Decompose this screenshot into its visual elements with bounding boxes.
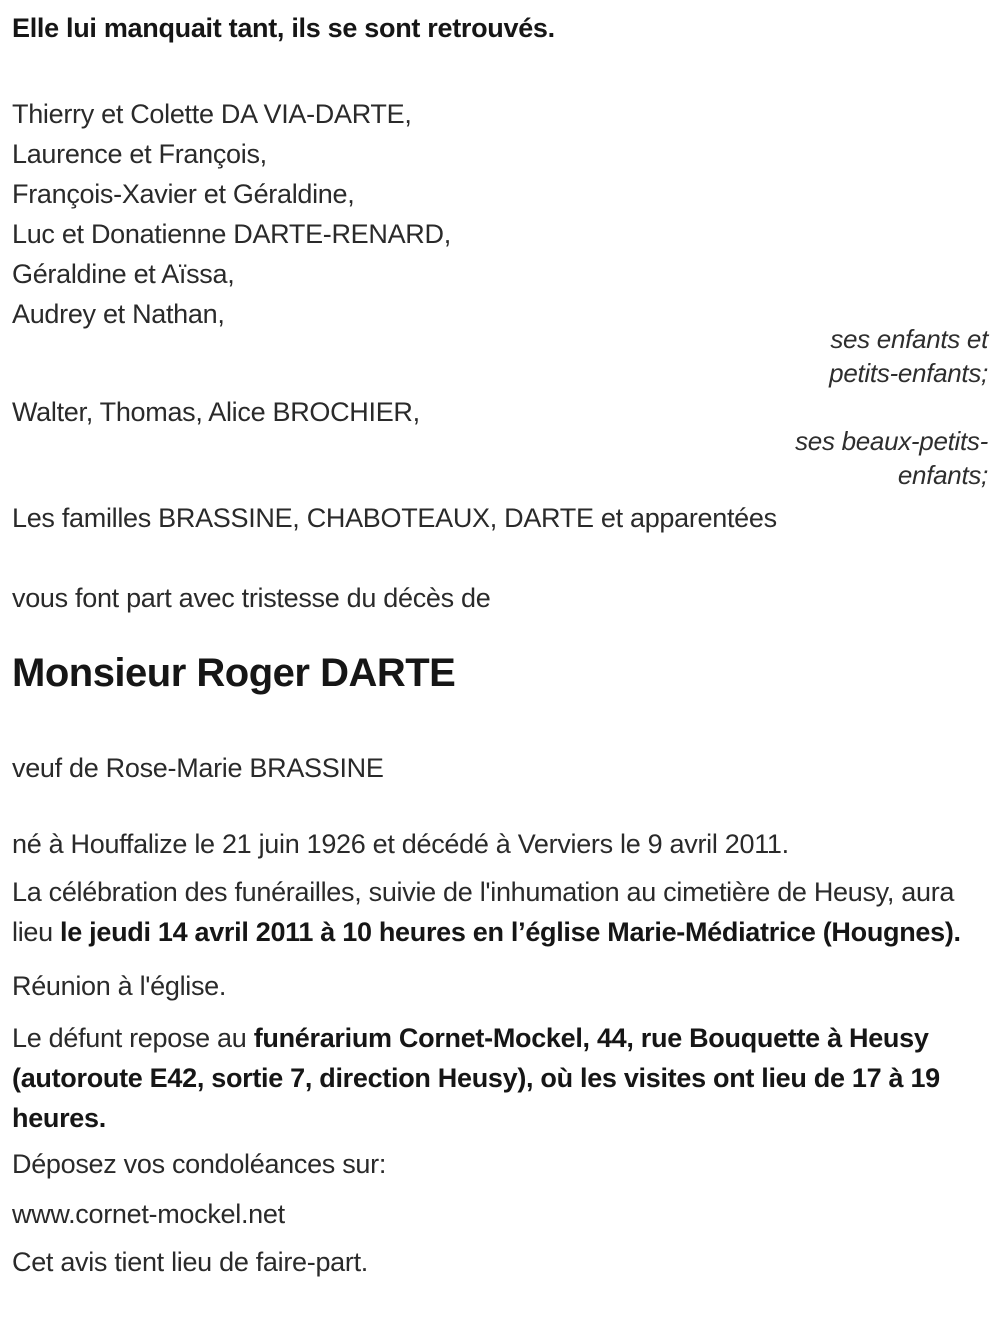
deceased-name: Monsieur Roger DARTE: [12, 651, 456, 695]
step-grandchildren-names: Walter, Thomas, Alice BROCHIER,: [12, 397, 420, 427]
announcement-line: vous font part avec tristesse du décès de: [12, 583, 491, 613]
relation-step-grandchildren-label: [12, 424, 988, 492]
epitaph-line: Elle lui manquait tant, ils se sont retrouvés.: [12, 13, 555, 43]
relation-line: petits-enfants;: [829, 358, 988, 388]
notice-footer-line: Cet avis tient lieu de faire-part.: [12, 1247, 368, 1277]
repose-details-bold: funérarium Cornet-Mockel, 44, rue Bouquette à Heusy (autoroute E42, sortie 7, direction Heusy), où les visites ont lieu de 17 à 19 heures.: [12, 1023, 940, 1133]
family-names-list: [12, 94, 988, 334]
repose-intro-text: Le défunt repose au: [12, 1023, 254, 1053]
family-name-line: Géraldine et Aïssa,: [12, 259, 235, 289]
family-name-line: François-Xavier et Géraldine,: [12, 179, 355, 209]
repose-paragraph: [12, 1018, 988, 1138]
family-name-line: Laurence et François,: [12, 139, 267, 169]
funeral-intro-text: La célébration des funérailles, suivie de l'inhumation au cimetière de Heusy, aura lieu: [12, 877, 955, 947]
funeral-details-bold: le jeudi 14 avril 2011 à 10 heures en l’église Marie-Médiatrice (Hougnes).: [60, 917, 961, 947]
funeral-paragraph: [12, 872, 988, 952]
relation-line: ses enfants et: [830, 324, 988, 354]
family-name-line: Luc et Donatienne DARTE-RENARD,: [12, 219, 451, 249]
family-name-line: Thierry et Colette DA VIA-DARTE,: [12, 99, 412, 129]
relation-line: ses beaux-petits-: [795, 426, 988, 456]
birth-death-line: né à Houffalize le 21 juin 1926 et décédé à Verviers le 9 avril 2011.: [12, 829, 789, 859]
widower-line: veuf de Rose-Marie BRASSINE: [12, 753, 384, 783]
condolences-line: Déposez vos condoléances sur:: [12, 1149, 387, 1179]
relation-line: enfants;: [897, 460, 988, 490]
meeting-line: Réunion à l'église.: [12, 971, 227, 1001]
family-name-line: Audrey et Nathan,: [12, 299, 225, 329]
website-url: www.cornet-mockel.net: [12, 1199, 285, 1229]
families-line: Les familles BRASSINE, CHABOTEAUX, DARTE et apparentées: [12, 503, 777, 533]
